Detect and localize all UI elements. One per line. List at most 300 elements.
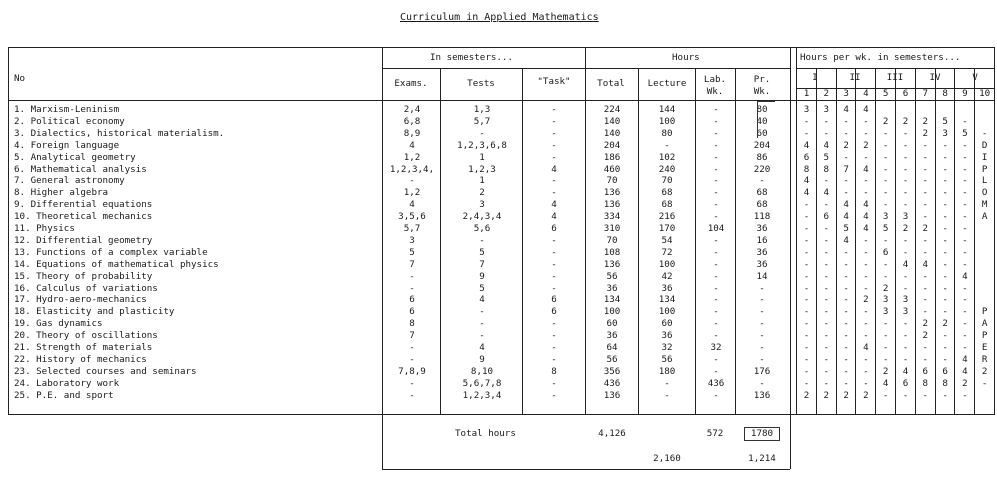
row-semester-9: - <box>962 330 968 342</box>
row-semester-2: - <box>823 115 830 127</box>
row-semester-8: - <box>942 389 948 401</box>
table-rule <box>695 68 696 415</box>
row-name: 15. Theory of probability <box>14 270 153 282</box>
row-semester-9: - <box>962 211 968 223</box>
row-semester-2: - <box>823 353 830 365</box>
row-semester-10: - <box>981 377 988 389</box>
row-semester-1: - <box>803 211 810 223</box>
row-name: 12. Differential geometry <box>14 234 153 246</box>
row-semester-5: - <box>882 139 889 151</box>
row-semester-9: 2 <box>962 377 968 389</box>
row-name: 14. Equations of mathematical physics <box>14 258 219 270</box>
row-semester-7: 6 <box>922 365 929 377</box>
row-semester-7: 2 <box>922 115 929 127</box>
row-semester-1: - <box>803 199 810 211</box>
row-semester-2: - <box>823 377 830 389</box>
row-lab: - <box>713 365 719 377</box>
row-lecture: 54 <box>661 234 673 246</box>
row-semester-6: 2 <box>902 223 909 234</box>
row-semester-5: 3 <box>882 306 889 318</box>
row-tests: - <box>479 330 485 342</box>
header-pr: Pr. <box>753 74 771 85</box>
row-exams: - <box>409 353 415 365</box>
table-rule <box>382 469 790 470</box>
row-semester-4: 4 <box>863 223 869 234</box>
row-lecture: 102 <box>658 151 676 163</box>
row-semester-5: - <box>882 199 889 211</box>
row-task: - <box>551 104 557 115</box>
row-semester-4: - <box>863 187 869 199</box>
row-task: - <box>551 342 557 353</box>
row-semester-1: - <box>803 282 810 294</box>
row-semester-8: - <box>942 223 948 234</box>
row-semester-2: 2 <box>823 389 830 401</box>
row-semester-4: 4 <box>863 342 869 353</box>
document-title: Curriculum in Applied Mathematics <box>400 12 599 23</box>
row-lecture: 134 <box>658 294 676 306</box>
row-semester-1: - <box>803 246 810 258</box>
row-semester-8: 3 <box>942 127 948 139</box>
row-semester-7: - <box>922 342 929 353</box>
row-lab: - <box>713 151 719 163</box>
row-lecture: 36 <box>661 282 673 294</box>
row-total: 64 <box>606 342 618 353</box>
row-semester-6: - <box>902 151 909 163</box>
row-lab: - <box>713 330 719 342</box>
row-semester-2: - <box>823 318 830 330</box>
table-rule <box>522 68 523 415</box>
row-semester-5: 3 <box>882 294 889 306</box>
row-total: 108 <box>603 246 621 258</box>
row-total: 56 <box>606 270 618 282</box>
row-semester-9: - <box>962 175 968 187</box>
row-semester-2: - <box>823 234 830 246</box>
row-semester-9: - <box>962 151 968 163</box>
row-semester-1: 6 <box>803 151 810 163</box>
row-exams: 7 <box>409 258 415 270</box>
row-semester-7: 2 <box>922 318 929 330</box>
row-total: 136 <box>603 389 621 401</box>
row-semester-6: 3 <box>902 294 909 306</box>
row-semester-8: - <box>942 342 948 353</box>
row-semester-2: - <box>823 330 830 342</box>
row-semester-1: - <box>803 353 810 365</box>
row-tests: 1,2,3 <box>468 163 496 175</box>
row-total: 334 <box>603 211 621 223</box>
row-lecture: 100 <box>658 258 676 270</box>
row-semester-6: 6 <box>902 377 909 389</box>
row-semester-8: - <box>942 187 948 199</box>
row-semester-9: - <box>962 139 968 151</box>
totals-pr: 1780 <box>744 427 780 441</box>
table-rule <box>735 68 736 415</box>
row-semester-6: 3 <box>902 211 909 223</box>
row-semester-9: - <box>962 223 968 234</box>
row-semester-6: 2 <box>902 115 909 127</box>
row-total: 36 <box>606 330 618 342</box>
row-task: - <box>551 330 557 342</box>
header-semester-2: 2 <box>823 88 830 99</box>
totals-label: Total hours <box>455 428 516 439</box>
row-name: 3. Dialectics, historical materialism. <box>14 127 225 139</box>
row-tests: 2,4,3,4 <box>462 211 502 223</box>
row-name: 25. P.E. and sport <box>14 389 114 401</box>
row-semester-4: - <box>863 151 869 163</box>
row-lecture: 100 <box>658 306 676 318</box>
row-tests: - <box>479 318 485 330</box>
row-exams: - <box>409 175 415 187</box>
row-tests: 1 <box>479 175 485 187</box>
row-semester-3: - <box>843 365 849 377</box>
row-semester-3: 4 <box>843 104 849 115</box>
row-total: 36 <box>606 282 618 294</box>
row-pr: - <box>759 175 765 187</box>
row-tests: 4 <box>479 294 485 306</box>
row-name: 4. Foreign language <box>14 139 120 151</box>
row-semester-4: 4 <box>863 104 869 115</box>
row-total: 460 <box>603 163 621 175</box>
row-exams: - <box>409 377 415 389</box>
row-semester-2: 3 <box>823 104 830 115</box>
row-name: 7. General astronomy <box>14 175 125 187</box>
row-task: - <box>551 187 557 199</box>
row-pr: 118 <box>753 211 771 223</box>
row-name: 16. Calculus of variations <box>14 282 158 294</box>
row-lecture: 60 <box>661 318 673 330</box>
row-semester-7: - <box>922 294 929 306</box>
row-semester-3: - <box>843 115 849 127</box>
row-exams: 3 <box>409 234 415 246</box>
row-lecture: - <box>664 139 670 151</box>
row-semester-8: - <box>942 246 948 258</box>
row-semester-1: - <box>803 234 810 246</box>
row-pr: - <box>759 330 765 342</box>
row-semester-10: L <box>981 175 988 187</box>
table-rule <box>8 414 994 415</box>
row-semester-9: - <box>962 306 968 318</box>
row-semester-3: - <box>843 353 849 365</box>
row-total: 56 <box>606 353 618 365</box>
row-semester-7: 2 <box>922 223 929 234</box>
row-semester-10: P <box>981 163 988 175</box>
row-task: 4 <box>551 199 557 211</box>
row-total: 100 <box>603 306 621 318</box>
row-semester-7: - <box>922 163 929 175</box>
row-semester-6: 3 <box>902 306 909 318</box>
row-semester-4: - <box>863 270 869 282</box>
row-semester-3: 5 <box>843 223 849 234</box>
row-exams: - <box>409 389 415 401</box>
row-lecture: 240 <box>658 163 676 175</box>
row-exams: - <box>409 342 415 353</box>
row-semester-9: - <box>962 282 968 294</box>
row-semester-6: - <box>902 318 909 330</box>
row-semester-8: - <box>942 175 948 187</box>
row-lecture: 32 <box>661 342 673 353</box>
row-semester-10: A <box>981 318 988 330</box>
row-semester-7: - <box>922 246 929 258</box>
row-lecture: 56 <box>661 353 673 365</box>
row-task: 6 <box>551 223 557 234</box>
row-semester-7: - <box>922 139 929 151</box>
header-lab-wk: Wk. <box>706 86 724 97</box>
row-pr: 176 <box>753 365 771 377</box>
row-name: 1. Marxism-Leninism <box>14 104 120 115</box>
header-pr-wk: Wk. <box>753 86 771 97</box>
row-task: - <box>551 282 557 294</box>
row-lab: - <box>713 294 719 306</box>
row-semester-2: 6 <box>823 211 830 223</box>
row-name: 18. Elasticity and plasticity <box>14 306 175 318</box>
row-semester-1: - <box>803 294 810 306</box>
row-semester-4: - <box>863 353 869 365</box>
row-lab: - <box>713 282 719 294</box>
table-rule <box>790 47 791 415</box>
row-exams: 1,2 <box>403 151 421 163</box>
row-lecture: 80 <box>661 127 673 139</box>
row-semester-3: - <box>843 270 849 282</box>
row-lecture: 36 <box>661 330 673 342</box>
row-semester-5: 6 <box>882 246 889 258</box>
row-semester-3: 2 <box>843 139 849 151</box>
table-rule <box>790 414 791 469</box>
row-semester-1: - <box>803 223 810 234</box>
row-task: 6 <box>551 306 557 318</box>
row-pr: - <box>759 294 765 306</box>
row-name: 13. Functions of a complex variable <box>14 246 208 258</box>
header-semester-5: 5 <box>882 88 889 99</box>
row-pr: - <box>759 282 765 294</box>
row-semester-5: - <box>882 270 889 282</box>
row-total: 224 <box>603 104 621 115</box>
row-semester-7: - <box>922 175 929 187</box>
row-semester-4: - <box>863 258 869 270</box>
row-semester-6: - <box>902 270 909 282</box>
row-total: 140 <box>603 115 621 127</box>
row-semester-7: - <box>922 151 929 163</box>
row-semester-1: - <box>803 115 810 127</box>
row-task: - <box>551 246 557 258</box>
row-semester-7: - <box>922 187 929 199</box>
row-semester-5: 2 <box>882 282 889 294</box>
row-semester-8: - <box>942 306 948 318</box>
row-name: 22. History of mechanics <box>14 353 147 365</box>
row-semester-9: - <box>962 199 968 211</box>
row-semester-6: - <box>902 175 909 187</box>
row-pr: - <box>759 318 765 330</box>
row-semester-7: - <box>922 270 929 282</box>
row-tests: 5 <box>479 282 485 294</box>
row-lab: - <box>713 318 719 330</box>
row-semester-1: 3 <box>803 104 810 115</box>
row-semester-9: 5 <box>962 127 968 139</box>
row-semester-7: - <box>922 199 929 211</box>
row-semester-9: - <box>962 389 968 401</box>
row-lab: - <box>713 199 719 211</box>
row-semester-4: 2 <box>863 389 869 401</box>
row-pr: 16 <box>756 234 768 246</box>
row-semester-4: 2 <box>863 294 869 306</box>
row-name: 21. Strength of materials <box>14 342 153 353</box>
row-semester-7: - <box>922 282 929 294</box>
row-task: - <box>551 115 557 127</box>
table-rule <box>382 68 790 69</box>
row-tests: 9 <box>479 353 485 365</box>
row-tests: 1,3 <box>473 104 491 115</box>
pr-annotation-box <box>757 101 775 138</box>
header-hours: Hours <box>672 52 700 63</box>
row-task: 8 <box>551 365 557 377</box>
row-task: 4 <box>551 211 557 223</box>
row-semester-8: - <box>942 282 948 294</box>
row-semester-10: I <box>981 151 988 163</box>
row-semester-3: - <box>843 330 849 342</box>
row-tests: 4 <box>479 342 485 353</box>
row-lab: - <box>713 127 719 139</box>
row-name: 23. Selected courses and seminars <box>14 365 197 377</box>
row-exams: 6,8 <box>403 115 421 127</box>
row-semester-7: - <box>922 353 929 365</box>
row-semester-9: - <box>962 258 968 270</box>
row-semester-6: - <box>902 353 909 365</box>
row-semester-8: - <box>942 199 948 211</box>
row-lecture: 216 <box>658 211 676 223</box>
row-semester-8: - <box>942 139 948 151</box>
header-semester-8: 8 <box>942 88 948 99</box>
row-lab: 104 <box>707 223 725 234</box>
row-lab: - <box>713 270 719 282</box>
row-semester-1: 4 <box>803 139 810 151</box>
row-semester-9: - <box>962 234 968 246</box>
row-task: 4 <box>551 163 557 175</box>
row-lab: - <box>713 139 719 151</box>
row-lab: - <box>713 353 719 365</box>
row-semester-2: - <box>823 199 830 211</box>
header-semester-6: 6 <box>902 88 909 99</box>
row-task: - <box>551 139 557 151</box>
row-lab: - <box>713 246 719 258</box>
row-semester-4: - <box>863 330 869 342</box>
row-exams: 6 <box>409 306 415 318</box>
row-semester-5: 2 <box>882 365 889 377</box>
row-semester-8: - <box>942 353 948 365</box>
row-semester-2: - <box>823 246 830 258</box>
row-semester-9: - <box>962 163 968 175</box>
row-exams: 4 <box>409 199 415 211</box>
row-total: 310 <box>603 223 621 234</box>
row-tests: 7 <box>479 258 485 270</box>
row-semester-5: - <box>882 342 889 353</box>
row-semester-2: 8 <box>823 163 830 175</box>
row-exams: 6 <box>409 294 415 306</box>
header-lab: Lab. <box>703 74 727 85</box>
row-lecture: 70 <box>661 175 673 187</box>
row-semester-7: 2 <box>922 127 929 139</box>
header-exams: Exams. <box>394 78 428 89</box>
row-semester-7: 8 <box>922 377 929 389</box>
row-semester-10: E <box>981 342 988 353</box>
row-lab: - <box>713 187 719 199</box>
row-semester-10: R <box>981 353 988 365</box>
row-exams: - <box>409 270 415 282</box>
row-tests: 3 <box>479 199 485 211</box>
row-task: - <box>551 270 557 282</box>
row-lab: - <box>713 115 719 127</box>
row-semester-2: - <box>823 282 830 294</box>
row-name: 11. Physics <box>14 223 75 234</box>
row-pr: 80 <box>756 104 768 115</box>
row-semester-3: - <box>843 282 849 294</box>
row-semester-8: - <box>942 211 948 223</box>
row-lab: - <box>713 258 719 270</box>
row-total: 134 <box>603 294 621 306</box>
row-lecture: 170 <box>658 223 676 234</box>
row-total: 436 <box>603 377 621 389</box>
header-hours-per-wk: Hours per wk. in semesters... <box>800 52 961 63</box>
row-semester-3: 7 <box>843 163 849 175</box>
row-semester-6: - <box>902 127 909 139</box>
row-semester-2: - <box>823 306 830 318</box>
row-semester-6: - <box>902 246 909 258</box>
row-task: - <box>551 258 557 270</box>
row-total: 70 <box>606 175 618 187</box>
row-pr: - <box>759 342 765 353</box>
row-exams: 5,7 <box>403 223 421 234</box>
row-semester-4: - <box>863 234 869 246</box>
row-task: - <box>551 175 557 187</box>
row-tests: 5,6 <box>473 223 491 234</box>
row-total: 136 <box>603 199 621 211</box>
row-semester-2: - <box>823 223 830 234</box>
row-total: 204 <box>603 139 621 151</box>
row-semester-7: 4 <box>922 258 929 270</box>
row-pr: 136 <box>753 389 771 401</box>
row-task: - <box>551 318 557 330</box>
row-pr: 68 <box>756 199 768 211</box>
row-exams: 4 <box>409 139 415 151</box>
row-name: 2. Political economy <box>14 115 125 127</box>
row-name: 8. Higher algebra <box>14 187 109 199</box>
row-semester-4: - <box>863 282 869 294</box>
row-task: 6 <box>551 294 557 306</box>
row-pr: - <box>759 353 765 365</box>
row-lecture: 180 <box>658 365 676 377</box>
header-total: Total <box>597 78 625 89</box>
row-semester-5: 3 <box>882 211 889 223</box>
row-semester-10: M <box>981 199 988 211</box>
row-semester-8: - <box>942 330 948 342</box>
row-semester-2: - <box>823 270 830 282</box>
row-semester-1: - <box>803 270 810 282</box>
row-semester-7: - <box>922 306 929 318</box>
row-semester-6: - <box>902 282 909 294</box>
row-semester-5: - <box>882 330 889 342</box>
row-total: 136 <box>603 187 621 199</box>
row-total: 140 <box>603 127 621 139</box>
row-lab: - <box>713 389 719 401</box>
row-semester-5: - <box>882 175 889 187</box>
row-exams: - <box>409 282 415 294</box>
header-semester-9: 9 <box>962 88 968 99</box>
row-tests: 1,2,3,4 <box>462 389 502 401</box>
row-semester-10: 2 <box>981 365 988 377</box>
row-tests: 1 <box>479 151 485 163</box>
row-semester-2: 4 <box>823 187 830 199</box>
row-semester-8: - <box>942 270 948 282</box>
header-semester-3: 3 <box>843 88 849 99</box>
row-semester-1: - <box>803 377 810 389</box>
header-semester-10: 10 <box>979 88 991 99</box>
